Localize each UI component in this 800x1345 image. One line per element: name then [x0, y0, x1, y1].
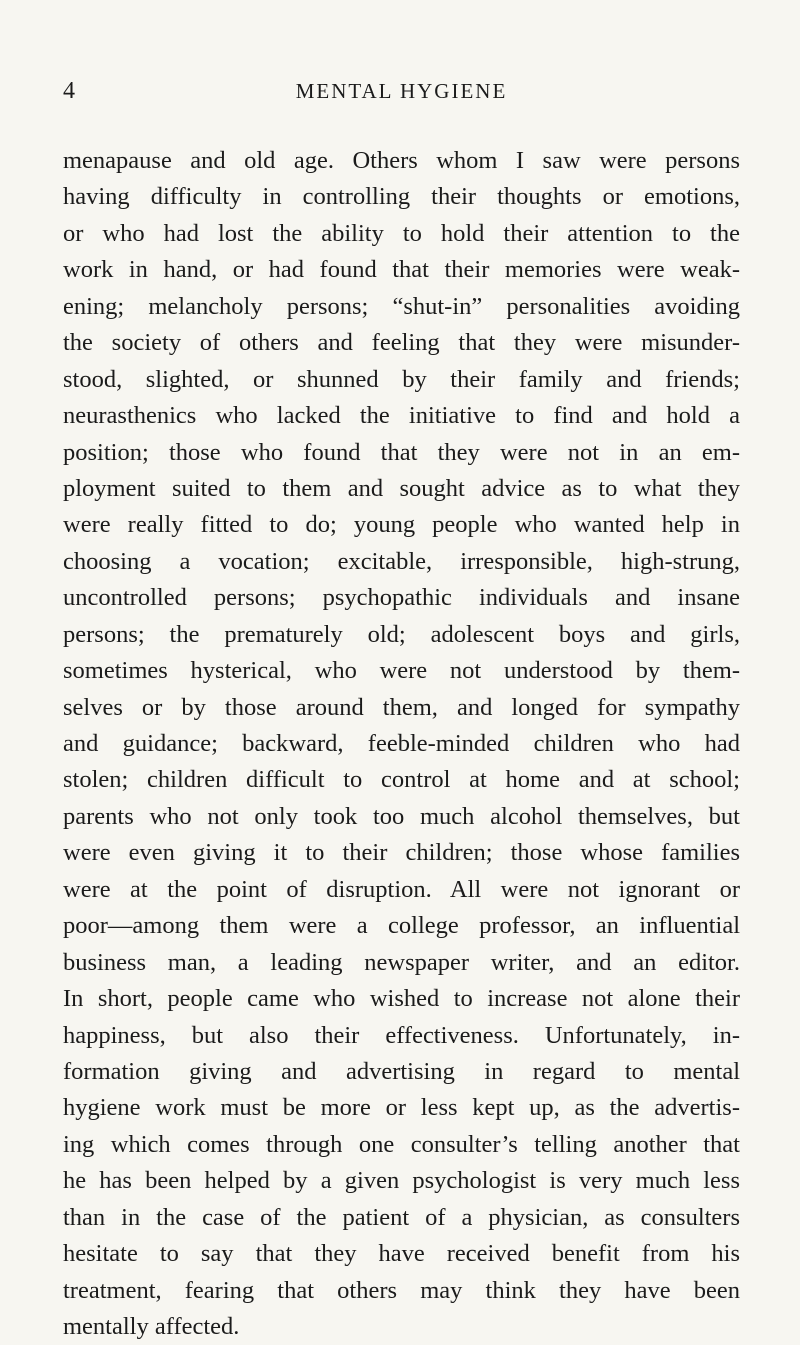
text-line: were really fitted to do; young people who wanted help in	[63, 511, 740, 539]
text-line: ing which comes through one consulter’s telling another that	[63, 1130, 740, 1158]
text-line: formation giving and advertising in regard to mental	[63, 1057, 740, 1085]
running-head: MENTAL HYGIENE	[295, 79, 508, 103]
text-line: the society of others and feeling that they were misunder-	[63, 329, 740, 357]
page-number: 4	[63, 78, 75, 104]
text-line: menapause and old age. Others whom I saw were persons	[63, 147, 740, 174]
text-line: or who had lost the ability to hold their attention to the	[63, 219, 740, 247]
text-line: hygiene work must be more or less kept up, as the advertis-	[63, 1094, 740, 1122]
text-line: happiness, but also their effectiveness. Unfortunately, in-	[63, 1021, 740, 1049]
text-line: position; those who found that they were not in an em-	[63, 438, 740, 466]
text-line: selves or by those around them, and longed for sympathy	[63, 693, 740, 721]
text-line: ployment suited to them and sought advice as to what they	[63, 474, 740, 502]
text-line: he has been helped by a given psychologist is very much less	[63, 1167, 740, 1195]
text-line: mentally affected.	[63, 1313, 240, 1340]
text-line: hesitate to say that they have received benefit from his	[63, 1240, 740, 1268]
text-line: choosing a vocation; excitable, irresponsible, high-strung,	[63, 547, 740, 575]
text-line: ening; melancholy persons; “shut-in” personalities avoiding	[63, 292, 740, 320]
body-paragraph	[63, 143, 740, 1345]
text-line: were at the point of disruption. All were not ignorant or	[63, 875, 740, 903]
text-line: neurasthenics who lacked the initiative to find and hold a	[63, 402, 740, 430]
text-line: treatment, fearing that others may think they have been	[63, 1276, 740, 1304]
text-line: sometimes hysterical, who were not understood by them-	[63, 657, 740, 685]
page-header	[63, 76, 740, 106]
text-line: parents who not only took too much alcohol themselves, but	[63, 802, 740, 830]
text-line: having difficulty in controlling their thoughts or emotions,	[63, 183, 740, 211]
text-line: stood, slighted, or shunned by their family and friends;	[63, 365, 740, 393]
text-line: than in the case of the patient of a physician, as consulters	[63, 1203, 740, 1231]
text-line: uncontrolled persons; psychopathic individuals and insane	[63, 584, 740, 612]
text-line: persons; the prematurely old; adolescent boys and girls,	[63, 620, 740, 648]
text-line: In short, people came who wished to increase not alone their	[63, 985, 740, 1013]
text-line: were even giving it to their children; those whose families	[63, 839, 740, 867]
text-line: stolen; children difficult to control at home and at school;	[63, 766, 740, 794]
text-line: business man, a leading newspaper writer, and an editor.	[63, 948, 740, 976]
text-line: poor—among them were a college professor, an influential	[63, 912, 740, 940]
text-line: and guidance; backward, feeble-minded children who had	[63, 730, 740, 757]
text-line: work in hand, or had found that their memories were weak-	[63, 256, 740, 284]
